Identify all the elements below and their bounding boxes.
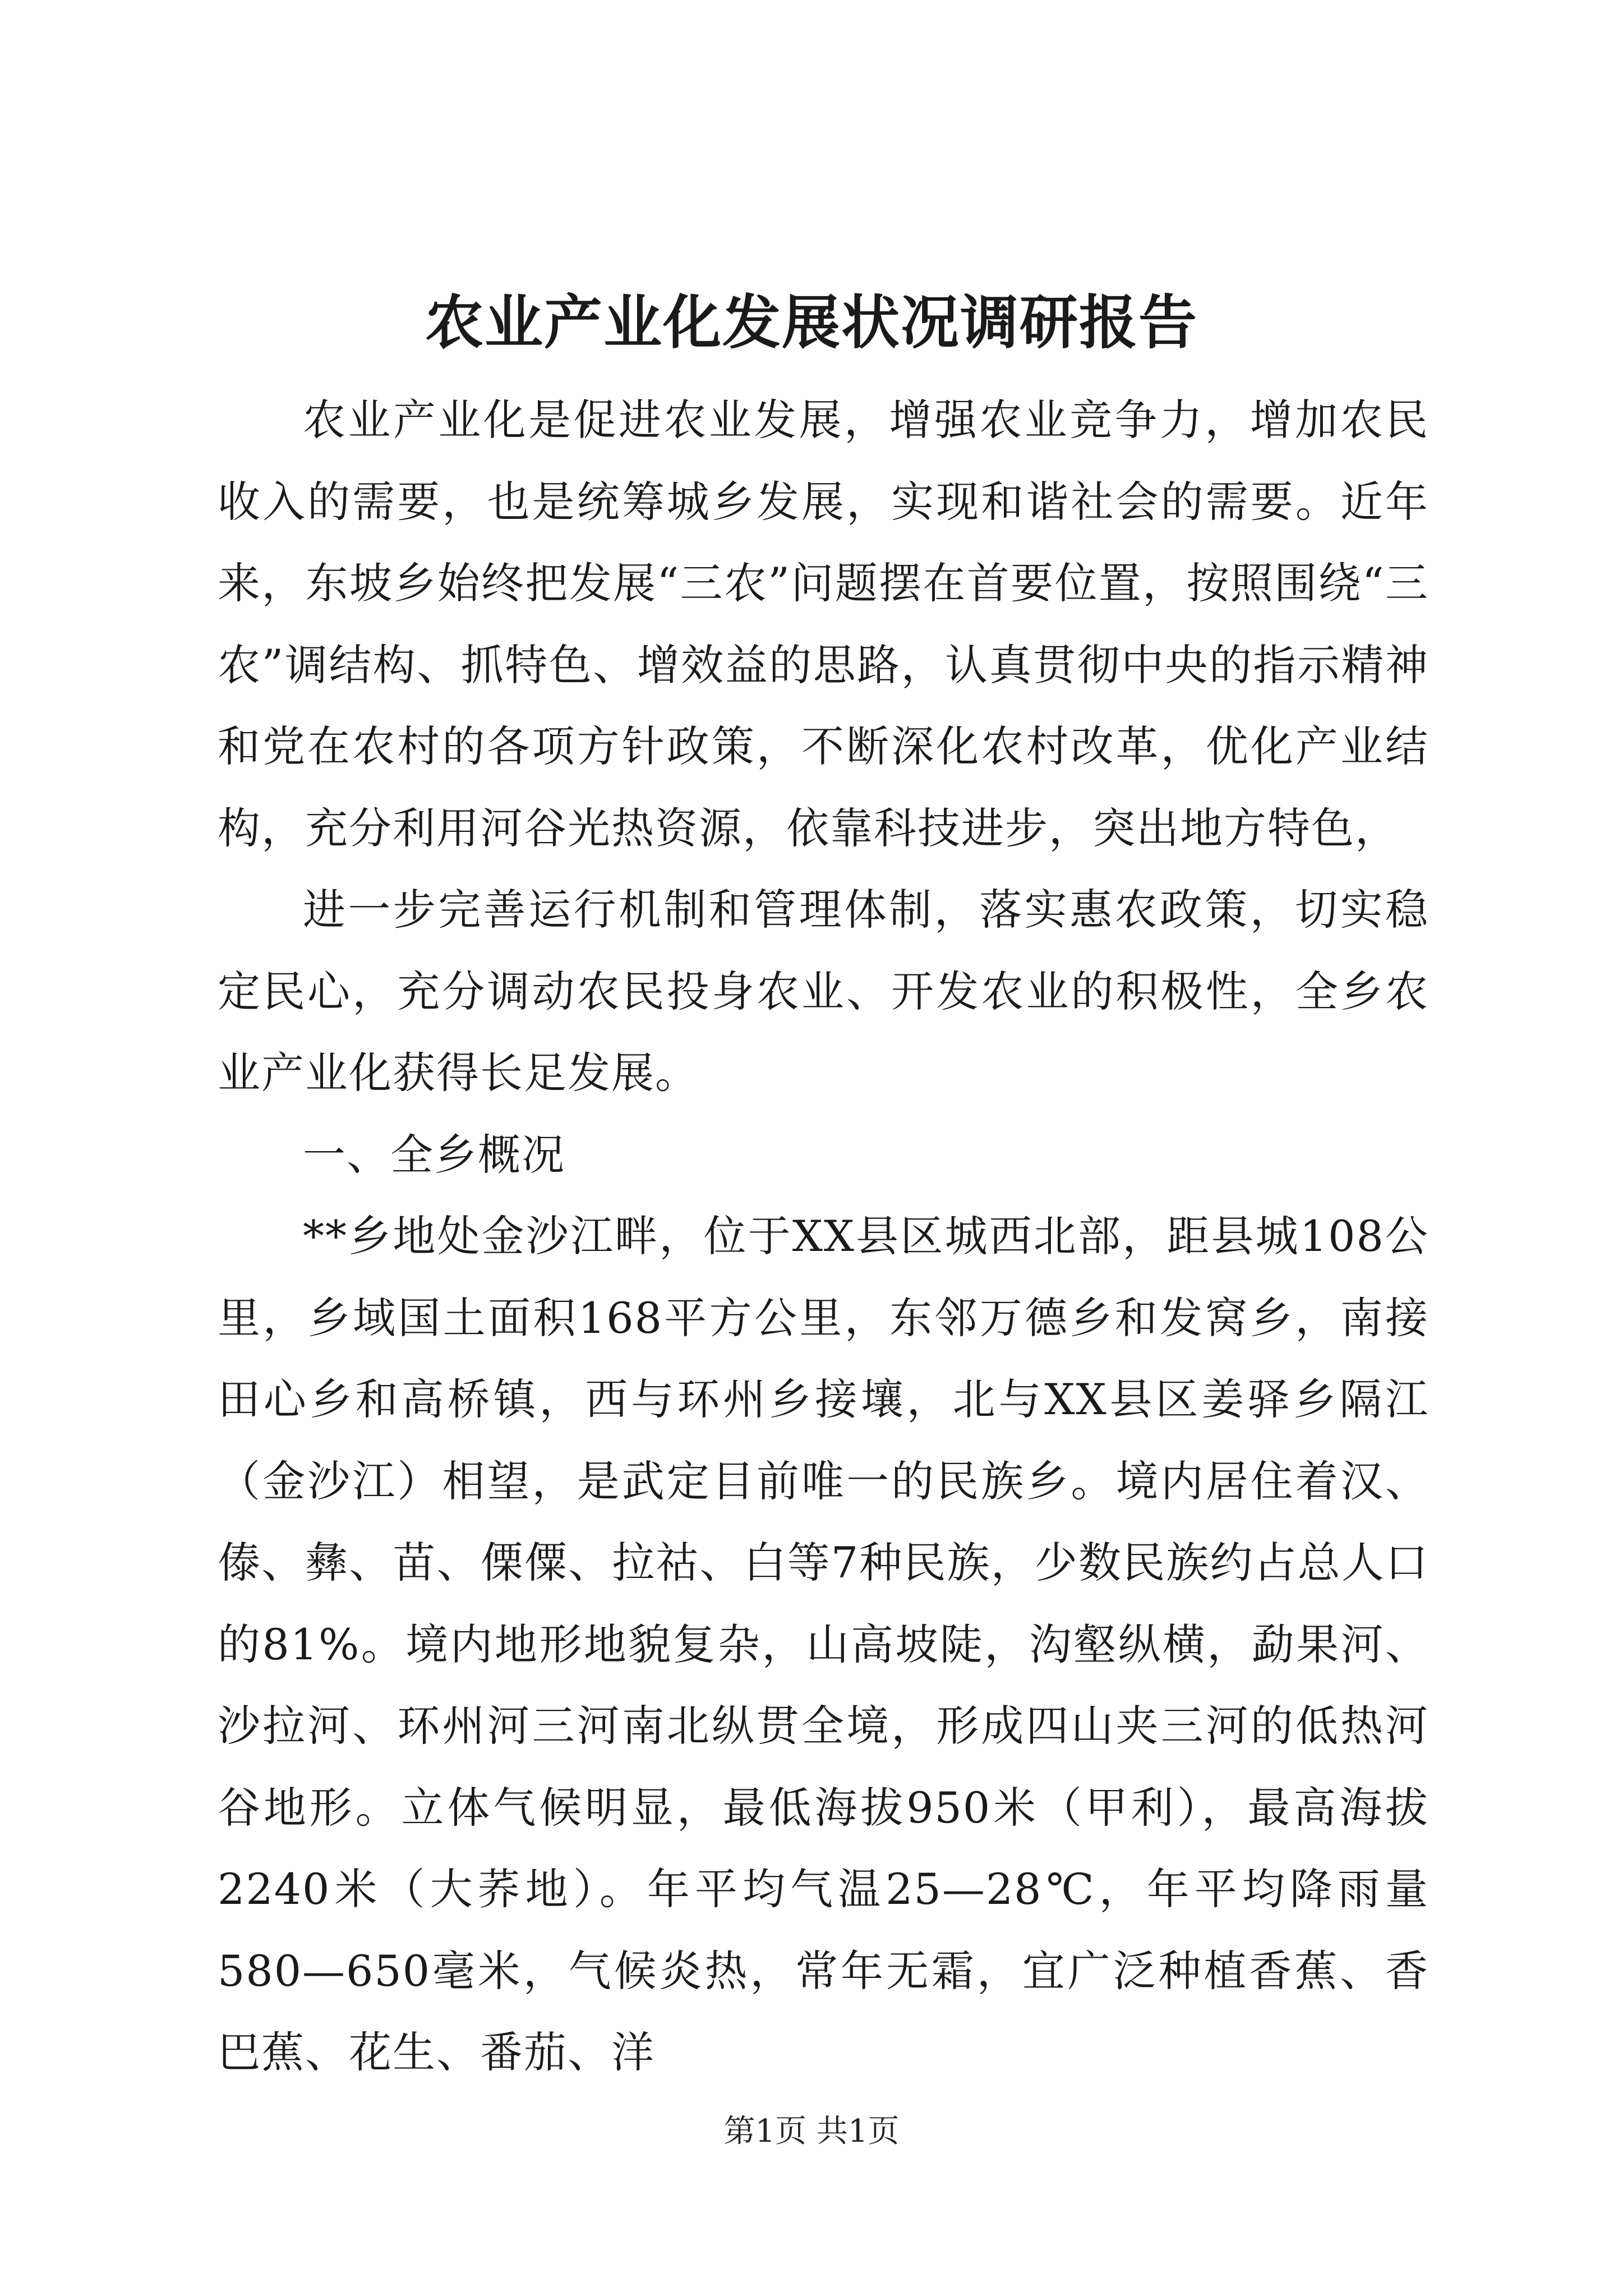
paragraph-intro: 农业产业化是促进农业发展，增强农业竞争力，增加农民收入的需要，也是统筹城乡发展，实现和谐社会的需要。近年来，东坡乡始终把发展“三农”问题摆在首要位置，按照围绕“三农”调结构、抓特色、增效益的思路，认真贯彻中央的指示精神和党在农村的各项方针政策，不断深化农村改革，优化产业结构，充分利用河谷光热资源，依靠科技进步，突出地方特色， bbox=[218, 395, 1429, 853]
section-heading-overview: 一、全乡概况 bbox=[303, 1129, 565, 1180]
document-title: 农业产业化发展状况调研报告 bbox=[425, 288, 1198, 357]
paragraph-continuation: 进一步完善运行机制和管理体制，落实惠农政策，切实稳定民心，充分调动农民投身农业、开发农业的积极性，全乡农业产业化获得长足发展。 bbox=[218, 885, 1429, 1098]
document-body bbox=[218, 379, 1429, 2093]
paragraph-overview: **乡地处金沙江畔，位于XX县区城西北部，距县城108公里，乡域国土面积168平方公里，东邻万德乡和发窝乡，南接田心乡和高桥镇，西与环州乡接壤，北与XX县区姜驿乡隔江（金沙江）相望，是武定目前唯一的民族乡。境内居住着汉、傣、彝、苗、傈僳、拉祜、白等7种民族，少数民族约占总人口的81%。境内地形地貌复杂，山高坡陡，沟壑纵横，勐果河、沙拉河、环州河三河南北纵贯全境，形成四山夹三河的低热河谷地形。立体气候明显，最低海拔950米（甲利），最高海拔2240米（大荞地）。年平均气温25—28℃，年平均降雨量580—650毫米，气候炎热，常年无霜，宜广泛种植香蕉、香巴蕉、花生、番茄、洋 bbox=[218, 1211, 1429, 2077]
page-footer: 第1页 共1页 bbox=[723, 2113, 900, 2150]
